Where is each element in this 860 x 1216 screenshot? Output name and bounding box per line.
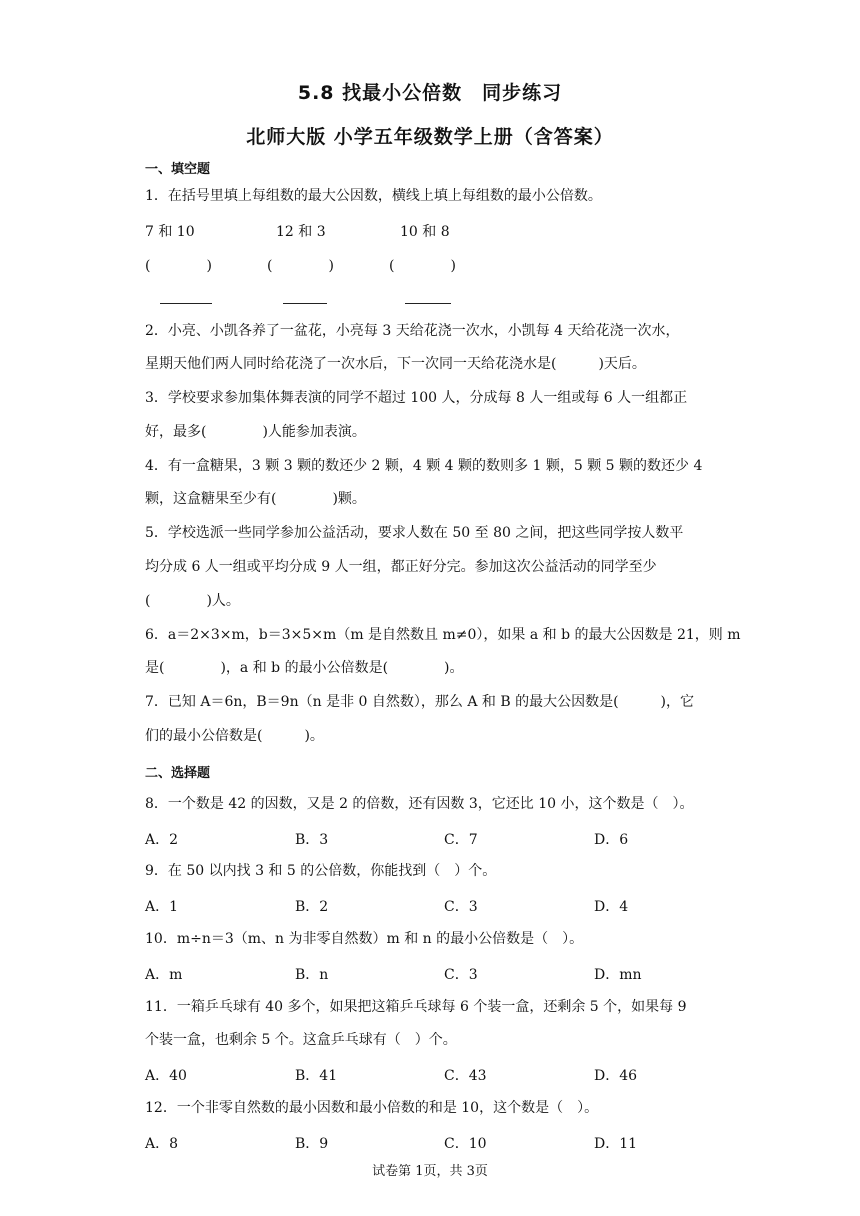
q10-option-d[interactable]: D．mn <box>594 967 642 983</box>
question-12-text: 12．一个非零自然数的最小因数和最小倍数的和是 10，这个数是（ ）。 <box>145 1100 599 1116</box>
q1-pair-1: 7 和 10 <box>145 224 195 240</box>
question-5-line-2: 均分成 6 人一组或平均分成 9 人一组，都正好分完。参加这次公益活动的同学至少 <box>145 559 657 575</box>
question-4-line-2: 颗，这盒糖果至少有( )颗。 <box>145 491 366 507</box>
question-11-line-2: 个装一盒，也剩余 5 个。这盒乒乓球有（ ）个。 <box>145 1032 457 1048</box>
q12-option-c[interactable]: C．10 <box>444 1136 487 1152</box>
question-1-text: 1．在括号里填上每组数的最大公因数，横线上填上每组数的最小公倍数。 <box>145 188 602 204</box>
question-8-text: 8．一个数是 42 的因数，又是 2 的倍数，还有因数 3，它还比 10 小，这个数是（ ）。 <box>145 796 694 812</box>
q8-option-d[interactable]: D．6 <box>594 832 629 848</box>
q9-option-d[interactable]: D．4 <box>594 899 629 915</box>
question-2-line-2: 星期天他们两人同时给花浇了一次水后，下一次同一天给花浇水是( )天后。 <box>145 356 646 372</box>
q12-option-b[interactable]: B．9 <box>295 1136 329 1152</box>
page-footer: 试卷第 1页，共 3页 <box>372 1164 488 1179</box>
q12-option-a[interactable]: A．8 <box>145 1136 179 1152</box>
question-7-line-1: 7．已知 A＝6n，B＝9n（n 是非 0 自然数），那么 A 和 B 的最大公因数是( )，它 <box>145 694 694 710</box>
question-3-line-2: 好，最多( )人能参加表演。 <box>145 424 366 440</box>
q1-lcm-line-3[interactable] <box>405 303 451 304</box>
question-9-text: 9．在 50 以内找 3 和 5 的公倍数，你能找到（ ）个。 <box>145 863 497 879</box>
q1-gcd-blank-1[interactable]: ( ) <box>145 258 212 274</box>
q10-option-b[interactable]: B．n <box>295 967 329 983</box>
q10-option-c[interactable]: C．3 <box>444 967 478 983</box>
page-subtitle: 北师大版 小学五年级数学上册（含答案） <box>246 126 614 148</box>
q12-option-d[interactable]: D．11 <box>594 1136 638 1152</box>
q1-lcm-line-2[interactable] <box>283 303 327 304</box>
question-5-line-1: 5．学校选派一些同学参加公益活动，要求人数在 50 至 80 之间，把这些同学按人数平 <box>145 525 684 541</box>
q11-option-a[interactable]: A．40 <box>145 1068 187 1084</box>
q9-option-a[interactable]: A．1 <box>145 899 179 915</box>
section-heading-choice: 二、选择题 <box>145 766 211 781</box>
q9-option-c[interactable]: C．3 <box>444 899 478 915</box>
q9-option-b[interactable]: B．2 <box>295 899 329 915</box>
question-3-line-1: 3．学校要求参加集体舞表演的同学不超过 100 人，分成每 8 人一组或每 6 人一组都正 <box>145 390 688 406</box>
q1-gcd-blank-2[interactable]: ( ) <box>267 258 334 274</box>
q1-pair-3: 10 和 8 <box>400 224 450 240</box>
q11-option-c[interactable]: C．43 <box>444 1068 487 1084</box>
page-title: 5.8 找最小公倍数 同步练习 <box>297 82 563 104</box>
q8-option-a[interactable]: A．2 <box>145 832 179 848</box>
q1-pair-2: 12 和 3 <box>276 224 326 240</box>
q11-option-b[interactable]: B．41 <box>295 1068 338 1084</box>
q8-option-c[interactable]: C．7 <box>444 832 478 848</box>
question-6-line-2: 是( )，a 和 b 的最小公倍数是( )。 <box>145 660 464 676</box>
q11-option-d[interactable]: D．46 <box>594 1068 638 1084</box>
question-5-line-3: ( )人。 <box>145 593 240 609</box>
q10-option-a[interactable]: A．m <box>145 967 183 983</box>
q1-lcm-line-1[interactable] <box>160 303 212 304</box>
q1-gcd-blank-3[interactable]: ( ) <box>389 258 456 274</box>
question-10-text: 10．m÷n＝3（m、n 为非零自然数）m 和 n 的最小公倍数是（ ）。 <box>145 931 584 947</box>
question-2-line-1: 2．小亮、小凯各养了一盆花，小亮每 3 天给花浇一次水，小凯每 4 天给花浇一次水， <box>145 323 680 339</box>
section-heading-fill: 一、填空题 <box>145 162 211 177</box>
question-7-line-2: 们的最小公倍数是( )。 <box>145 728 324 744</box>
q8-option-b[interactable]: B．3 <box>295 832 329 848</box>
question-6-line-1: 6．a＝2×3×m，b＝3×5×m（m 是自然数且 m≠0），如果 a 和 b 的最大公因数是 21，则 m <box>145 627 741 643</box>
question-4-line-1: 4．有一盒糖果，3 颗 3 颗的数还少 2 颗，4 颗 4 颗的数则多 1 颗，5 颗 5 颗的数还少 4 <box>145 458 703 474</box>
question-11-line-1: 11．一箱乒乓球有 40 多个，如果把这箱乒乓球每 6 个装一盒，还剩余 5 个，如果每 9 <box>145 999 687 1015</box>
